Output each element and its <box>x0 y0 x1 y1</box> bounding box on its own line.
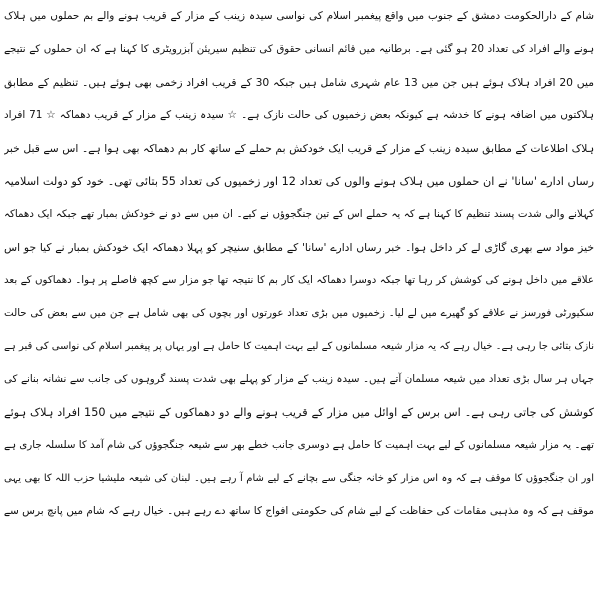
article-line: اور ان جنگجوؤں کا موقف ہے کہ وہ اس مزار کو خانہ جنگی سے بچانے کے لیے شام آ رہے ہیں۔ لبنان کی شیعہ ملیشیا حزب اللہ کا بھی یہی <box>4 473 594 484</box>
article-line: کوشش کی جاتی رہی ہے۔ اس برس کے اوائل میں مزار کے قریب ہونے والے دو دھماکوں کے نتیجے میں 150 افراد ہلاک ہوئے <box>4 406 594 419</box>
article-line: تھے۔ یہ مزار شیعہ مسلمانوں کے لیے بہت اہمیت کا حامل ہے دوسری جانب خطے بھر سے شیعہ جنگجوؤں کی شام آمد کا سلسلہ جاری ہے <box>4 439 594 451</box>
article-line: ہونے والے افراد کی تعداد 20 ہو گئی ہے۔ برطانیہ میں قائم انسانی حقوق کی تنظیم سیریئن آبزرویٹری کا کہنا ہے کہ ان حملوں کے نتیجے <box>4 43 594 55</box>
article-line: موقف ہے کہ وہ مذہبی مقامات کی حفاظت کے لیے شام کی حکومتی افواج کا ساتھ دے رہے ہیں۔ خیال رہے کہ شام میں پانچ برس سے <box>4 505 594 517</box>
article-line: کہلانے والی شدت پسند تنظیم کا کہنا ہے کہ یہ حملے اس کے تین جنگجوؤں نے کیے۔ ان میں سے دو نے خودکش بمبار تھے جبکہ ایک دھماکہ <box>4 208 594 220</box>
article-line: ہلاکتوں میں اضافہ ہونے کا خدشہ ہے کیونکہ بعض زخمیوں کی حالت نازک ہے۔ ☆ سیدہ زینب کے مزار کے قریب دھماکہ ☆ 71 افراد <box>4 109 594 121</box>
article-line: رساں ادارے 'سانا' نے ان حملوں میں ہلاک ہونے والوں کی تعداد 12 اور زخمیوں کی تعداد 55 بتائی تھی۔ خود کو دولت اسلامیہ <box>4 175 594 188</box>
article-line: شام کے دارالحکومت دمشق کے جنوب میں واقع پیغمبر اسلام کی نواسی سیدہ زینب کے مزار کے قریب ہونے والے بم حملوں میں ہلاک <box>4 10 594 22</box>
article-line: ہلاک اطلاعات کے مطابق سیدہ زینب کے مزار کے قریب ایک خودکش بم حملے کے ساتھ کار بم دھماکہ بھی ہوا ہے۔ اس سے قبل خبر <box>4 142 594 155</box>
article-line: میں 20 افراد ہلاک ہوئے ہیں جن میں 13 عام شہری شامل ہیں جبکہ 30 کے قریب افراد زخمی بھی ہوئے ہیں۔ تنظیم کے مطابق <box>4 76 594 89</box>
article-line: سکیورٹی فورسز نے علاقے کو گھیرے میں لے لیا۔ زخمیوں میں بڑی تعداد عورتوں اور بچوں کی بھی شامل ہے جن میں سے بعض کی حالت <box>4 307 594 319</box>
article-line: خیز مواد سے بھری گاڑی لے کر داخل ہوا۔ خبر رساں ادارے 'سانا' کے مطابق سنیچر کو پہلا دھماکہ ایک خودکش بمبار نے کیا جو اس <box>4 241 594 254</box>
article-line: جہاں ہر سال بڑی تعداد میں شیعہ مسلمان آتے ہیں۔ سیدہ زینب کے مزار کو پہلے بھی شدت پسند گروہوں کی جانب سے نشانہ بنانے کی <box>4 373 594 385</box>
article-line: علاقے میں داخل ہونے کی کوشش کر رہا تھا جبکہ دوسرا دھماکہ ایک کار بم کا نتیجہ تھا جو مزار سے کچھ فاصلے پر ہوا۔ دھماکوں کے بعد <box>4 274 594 286</box>
article-line: نازک بتائی جا رہی ہے۔ خیال رہے کہ یہ مزار شیعہ مسلمانوں کے لیے بہت اہمیت کا حامل ہے اور یہاں پر پیغمبر اسلام کی نواسی کی قبر ہے <box>4 341 594 352</box>
